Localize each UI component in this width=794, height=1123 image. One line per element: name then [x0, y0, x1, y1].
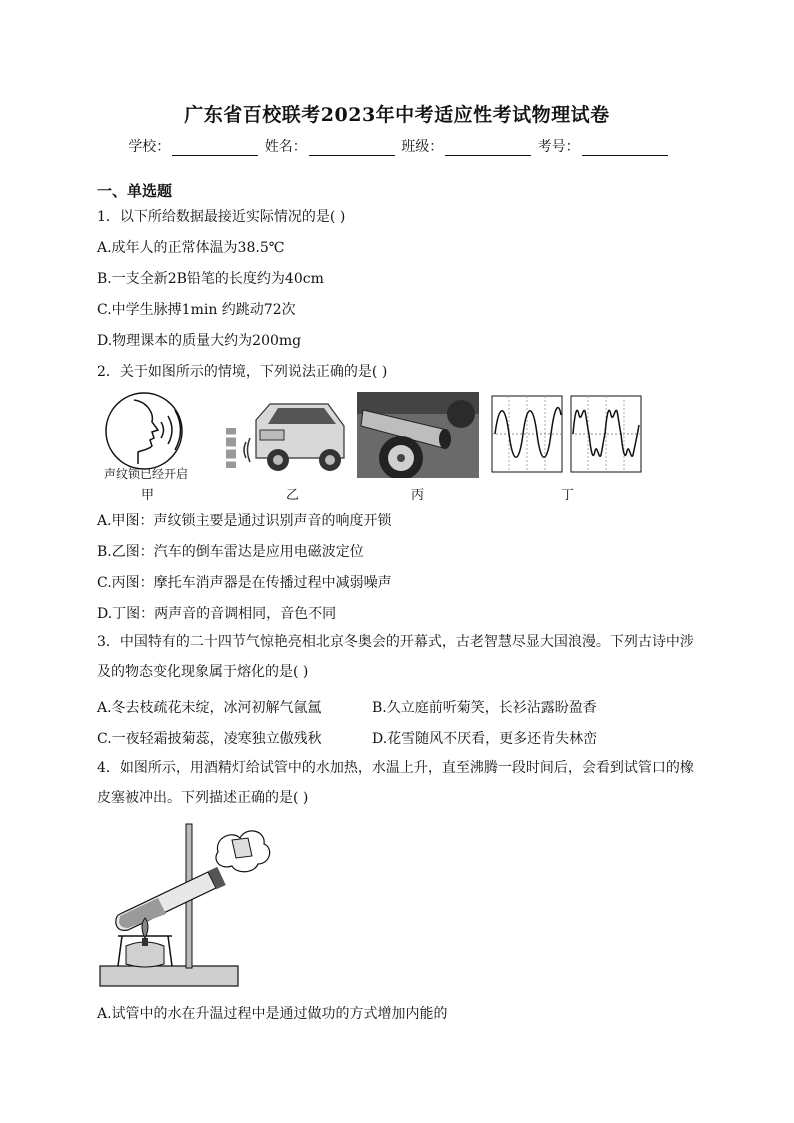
figure-label-jia: 甲 [141, 488, 155, 503]
waveform-figure [491, 395, 643, 475]
q4-stem: 4．如图所示，用酒精灯给试管中的水加热，水温上升，直至沸腾一段时间后，会看到试管口的橡皮塞被冲出。下列描述正确的是( ) [97, 760, 694, 806]
class-blank[interactable] [445, 141, 531, 156]
q1-option-a: A.成年人的正常体温为38.5℃ [97, 240, 285, 256]
car-radar-figure [220, 398, 350, 476]
voice-lock-figure [104, 392, 204, 474]
q1-option-c: C.中学生脉搏1min 约跳动72次 [97, 302, 296, 318]
number-label: 考号： [537, 139, 580, 155]
figure-label-bing: 丙 [411, 488, 425, 503]
q1-option-d: D.物理课本的质量大约为200mg [97, 333, 302, 349]
name-label: 姓名： [264, 139, 307, 155]
figure-label-yi: 乙 [286, 488, 300, 503]
q3-stem: 3．中国特有的二十四节气惊艳亮相北京冬奥会的开幕式，古老智慧尽显大国浪漫。下列古诗中涉及的物态变化现象属于熔化的是( ) [97, 634, 694, 680]
school-blank[interactable] [172, 141, 258, 156]
school-label: 学校： [128, 139, 171, 155]
class-label: 班级： [401, 139, 444, 155]
q1-option-b: B.一支全新2B铅笔的长度约为40cm [97, 271, 324, 287]
name-blank[interactable] [309, 141, 395, 156]
q2-option-c: C.丙图：摩托车消声器是在传播过程中减弱噪声 [97, 575, 392, 591]
student-info [0, 136, 794, 156]
number-blank[interactable] [582, 141, 668, 156]
section-heading: 一、单选题 [97, 182, 173, 200]
figure-label-ding: 丁 [561, 488, 575, 503]
q2-option-b: B.乙图：汽车的倒车雷达是应用电磁波定位 [97, 544, 364, 560]
test-tube-apparatus-figure [98, 818, 274, 994]
q3-option-a: A.冬去枝疏花未绽，冰河初解气氤氲 [97, 700, 322, 716]
q3-option-b: B.久立庭前听菊笑，长衫沾露盼盈香 [372, 700, 597, 716]
q2-stem: 2．关于如图所示的情境，下列说法正确的是( ) [97, 364, 388, 380]
q2-option-a: A.甲图：声纹锁主要是通过识别声音的响度开锁 [97, 513, 392, 529]
q3-option-d: D.花雪随风不厌看，更多还肯失林峦 [372, 731, 598, 747]
page-title: 广东省百校联考2023年中考适应性考试物理试卷 [184, 104, 610, 126]
q4-option-a: A.试管中的水在升温过程中是通过做功的方式增加内能的 [97, 1006, 448, 1022]
muffler-photo-figure [357, 392, 479, 478]
q3-option-c: C.一夜轻霜披菊蕊，凌寒独立傲残秋 [97, 731, 322, 747]
q2-option-d: D.丁图：两声音的音调相同，音色不同 [97, 606, 337, 622]
q1-stem: 1．以下所给数据最接近实际情况的是( ) [97, 209, 346, 225]
voice-lock-caption: 声纹锁已经开启 [104, 467, 189, 481]
